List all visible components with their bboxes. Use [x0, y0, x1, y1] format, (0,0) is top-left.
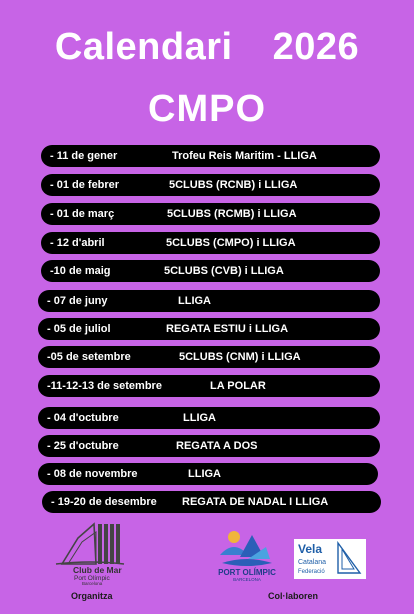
event-row	[38, 435, 380, 457]
event-name: LLIGA	[183, 412, 216, 424]
event-date: -11-12-13 de setembre	[47, 380, 162, 392]
page-title	[0, 26, 414, 69]
event-name: Trofeu Reis Maritim - LLIGA	[172, 150, 317, 162]
title-year: 2026	[272, 26, 360, 68]
event-date: - 25 d'octubre	[47, 440, 119, 452]
collaboren-label: Col·laboren	[268, 591, 319, 601]
event-date: - 11 de gener	[50, 150, 118, 162]
event-date: - 08 de novembre	[47, 468, 138, 480]
event-name: 5CLUBS (CMPO) i LLIGA	[166, 237, 296, 249]
event-row	[38, 407, 380, 429]
event-row	[41, 174, 380, 196]
event-date: - 01 de febrer	[50, 179, 120, 191]
event-row	[38, 346, 380, 368]
event-date: - 04 d'octubre	[47, 412, 119, 424]
event-name: LA POLAR	[210, 380, 266, 392]
event-date: - 07 de juny	[47, 295, 108, 307]
event-name: 5CLUBS (CVB) i LLIGA	[164, 265, 284, 277]
event-date: - 19-20 de desembre	[51, 496, 157, 508]
title-word: Calendari	[54, 26, 233, 68]
event-name: REGATA ESTIU i LLIGA	[166, 323, 289, 335]
event-name: REGATA A DOS	[176, 440, 258, 452]
event-row	[38, 318, 380, 340]
event-name: REGATA DE NADAL I LLIGA	[182, 496, 329, 508]
event-name: 5CLUBS (RCMB) i LLIGA	[167, 208, 297, 220]
event-name: 5CLUBS (CNM) i LLIGA	[179, 351, 301, 363]
event-date: - 05 de juliol	[47, 323, 111, 335]
event-row	[38, 290, 380, 312]
vela-catalana-logo	[294, 539, 366, 579]
event-date: -10 de maig	[50, 265, 111, 277]
club-logo-line2: Port Olímpic	[74, 575, 110, 582]
club-de-mar-logo	[52, 518, 128, 586]
port-olimpic-logo	[212, 525, 282, 583]
vela-logo-line2: Catalana	[298, 559, 327, 566]
event-row	[38, 463, 378, 485]
club-logo-line1: Club de Mar	[73, 565, 122, 575]
vela-logo-line3: Federació	[298, 569, 325, 575]
event-date: - 01 de març	[50, 208, 115, 220]
event-row	[41, 232, 380, 254]
organitza-label: Organitza	[71, 591, 113, 601]
event-row	[42, 491, 381, 513]
event-name: LLIGA	[178, 295, 211, 307]
event-date: -05 de setembre	[47, 351, 131, 363]
event-row	[38, 375, 380, 397]
event-date: - 12 d'abril	[50, 237, 105, 249]
club-logo-line3: Barcelona	[82, 581, 103, 586]
vela-logo-line1: Vela	[298, 542, 323, 556]
port-logo-line1: PORT OLÍMPIC	[218, 568, 276, 577]
page-subtitle: CMPO	[148, 88, 266, 130]
event-row	[41, 145, 380, 167]
event-row	[41, 260, 380, 282]
port-logo-line2: BARCELONA	[233, 577, 261, 582]
event-name: 5CLUBS (RCNB) i LLIGA	[169, 179, 298, 191]
event-name: LLIGA	[188, 468, 221, 480]
event-row	[41, 203, 380, 225]
